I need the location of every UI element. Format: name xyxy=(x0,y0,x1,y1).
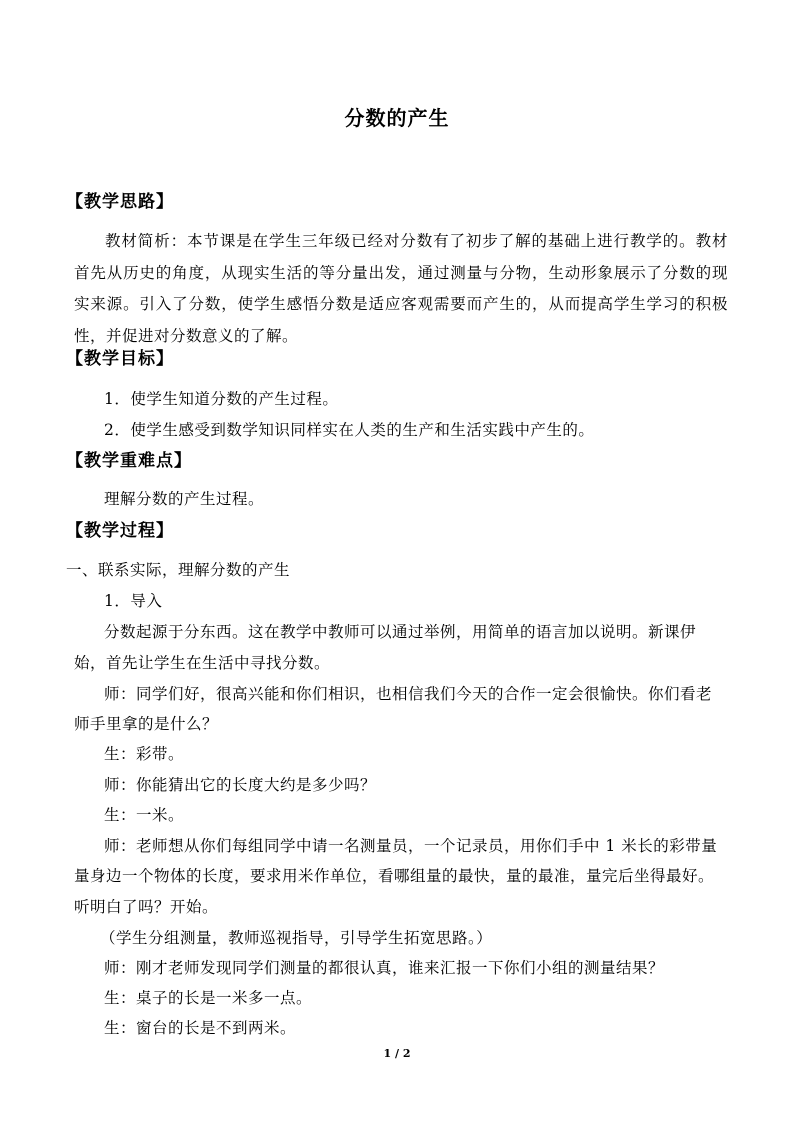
dialogue-teacher-3-line-1: 师：老师想从你们每组同学中请一名测量员，一个记录员，用你们手中 1 米长的彩带量 xyxy=(104,837,718,855)
dialogue-teacher-2: 师：你能猜出它的长度大约是多少吗？ xyxy=(104,776,377,794)
section-heading-key-difficulties: 【教学重难点】 xyxy=(66,451,192,471)
section-heading-teaching-process: 【教学过程】 xyxy=(66,521,174,541)
dialogue-student-4: 生：窗台的长是不到两米。 xyxy=(104,1019,297,1037)
process-paragraph-1-line-2: 始，首先让学生在生活中寻找分数。 xyxy=(74,654,331,672)
section-heading-teaching-goals: 【教学目标】 xyxy=(66,349,174,369)
dialogue-teacher-1-line-1: 师：同学们好，很高兴能和你们相识，也相信我们今天的合作一定会很愉快。你们看老 xyxy=(104,685,713,703)
goal-item-1: 1．使学生知道分数的产生过程。 xyxy=(104,390,339,408)
dialogue-teacher-1-line-2: 师手里拿的是什么？ xyxy=(74,715,219,733)
goal-item-2: 2．使学生感受到数学知识同样实在人类的生产和生活实践中产生的。 xyxy=(104,421,595,439)
dialogue-teacher-3-line-2: 量身边一个物体的长度，要求用米作单位，看哪组量的最快，量的最准，量完后坐得最好。 xyxy=(74,867,715,885)
section-heading-teaching-approach: 【教学思路】 xyxy=(66,192,174,212)
dialogue-student-1: 生：彩带。 xyxy=(104,745,185,763)
process-step-1: 1．导入 xyxy=(104,592,163,610)
stage-direction: （学生分组测量，教师巡视指导，引导学生拓宽思路。） xyxy=(100,929,493,947)
dialogue-teacher-3-line-3: 听明白了吗？开始。 xyxy=(74,898,219,916)
process-part-1-title: 一、联系实际，理解分数的产生 xyxy=(66,561,291,579)
page-title: 分数的产生 xyxy=(344,106,450,130)
process-paragraph-1-line-1: 分数起源于分东西。这在教学中教师可以通过举例，用简单的语言加以说明。新课伊 xyxy=(104,623,697,641)
dialogue-student-3: 生：桌子的长是一米多一点。 xyxy=(104,989,313,1007)
page-number: 1 / 2 xyxy=(383,1047,411,1060)
teaching-approach-paragraph: 教材简析：本节课是在学生三年级已经对分数有了初步了解的基础上进行教学的。教材首先从历史的角度，从现实生活的等分量出发，通过测量与分物，生动形象展示了分数的现实来源。引入了分数，使学生感悟分数是适应客观需要而产生的，从而提高学生学习的积极性，并促进对分数意义的了解。 xyxy=(74,232,728,345)
dialogue-teacher-4: 师：刚才老师发现同学们测量的都很认真，谁来汇报一下你们小组的测量结果？ xyxy=(104,959,665,977)
dialogue-student-2: 生：一米。 xyxy=(104,806,185,824)
key-difficulties-text: 理解分数的产生过程。 xyxy=(104,490,265,508)
